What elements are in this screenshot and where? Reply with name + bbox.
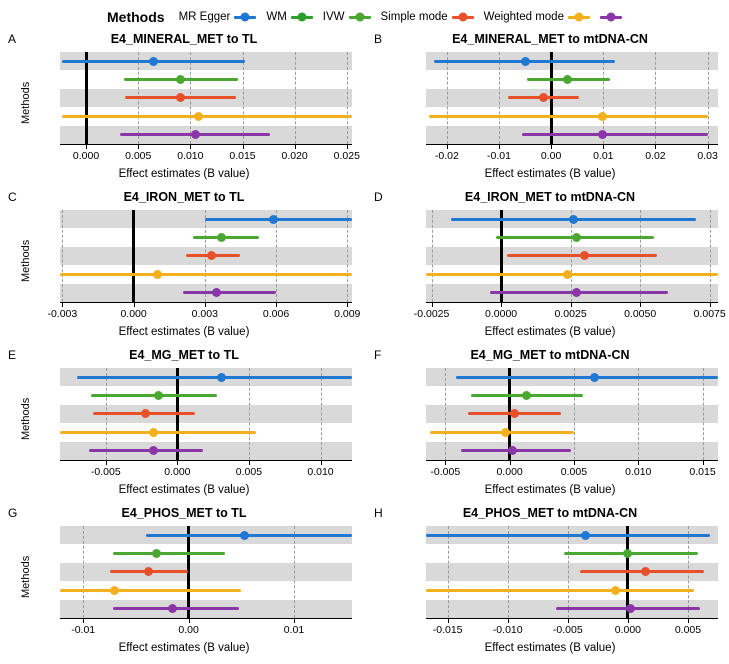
x-axis — [60, 144, 352, 145]
legend-label-simple-mode: Simple mode — [380, 11, 448, 23]
y-axis-label: Methods — [20, 397, 32, 440]
estimate-row — [60, 526, 352, 544]
panel-letter: B — [374, 32, 383, 46]
x-axis-tick — [688, 619, 689, 623]
x-axis-tick — [86, 145, 87, 149]
x-axis-tick-label: 0.0025 — [554, 308, 587, 320]
confidence-interval — [146, 534, 352, 537]
y-axis-label: Methods — [20, 81, 32, 124]
estimate-row — [60, 405, 352, 423]
x-axis-label: Effect estimates (B value) — [484, 484, 616, 496]
point-estimate — [510, 409, 519, 418]
x-axis-tick — [510, 461, 511, 465]
point-estimate — [641, 567, 650, 576]
x-axis-tick-label: 0.015 — [689, 466, 716, 478]
y-axis-label: Methods — [20, 555, 32, 598]
legend-swatch-simple-mode — [452, 16, 474, 19]
estimate-row — [60, 210, 352, 228]
estimate-row — [426, 581, 718, 599]
estimate-row — [426, 126, 718, 144]
x-axis-tick — [628, 619, 629, 623]
x-axis-tick-label: 0.005 — [125, 150, 152, 162]
x-axis-tick-label: 0.005 — [560, 466, 588, 478]
x-axis-tick — [276, 303, 277, 307]
confidence-interval — [205, 218, 352, 221]
estimate-row — [60, 70, 352, 88]
estimate-row — [60, 368, 352, 386]
estimate-row — [426, 284, 718, 302]
plot-area — [413, 210, 726, 320]
legend-label-ivw: IVW — [322, 11, 345, 23]
x-axis-tick — [568, 619, 569, 623]
point-estimate — [539, 93, 548, 102]
legend-label-weighted-mode: Weighted mode — [483, 11, 564, 23]
x-axis — [426, 302, 718, 303]
x-axis-tick — [134, 303, 135, 307]
legend-swatch-wm — [291, 16, 313, 19]
legend — [0, 4, 729, 30]
estimate-row — [426, 423, 718, 441]
x-axis-tick — [62, 303, 63, 307]
x-axis-tick-label: 0.0075 — [693, 308, 726, 320]
estimate-row — [60, 581, 352, 599]
point-estimate — [141, 409, 150, 418]
plot-area — [47, 210, 361, 320]
x-axis — [426, 460, 718, 461]
panel-letter: H — [374, 506, 383, 520]
point-estimate — [598, 112, 607, 121]
legend-item-weighted-mode — [484, 11, 590, 23]
x-axis-tick-label: 0.000 — [496, 466, 523, 478]
estimate-row — [426, 526, 718, 544]
point-estimate — [581, 531, 590, 540]
estimate-row — [426, 544, 718, 562]
point-estimate — [153, 270, 162, 279]
legend-title: Methods — [107, 9, 165, 25]
x-axis-tick-label: -0.005 — [552, 624, 583, 636]
point-estimate — [149, 446, 158, 455]
x-axis-tick-label: -0.005 — [430, 466, 461, 478]
estimate-row — [426, 442, 718, 460]
x-axis-tick-label: -0.010 — [492, 624, 523, 636]
x-axis-tick-label: 0.020 — [281, 150, 308, 162]
point-estimate — [212, 288, 221, 297]
x-axis-tick-label: 0.000 — [120, 308, 147, 320]
x-axis-tick — [106, 461, 107, 465]
x-axis-tick — [638, 461, 639, 465]
estimate-row — [426, 70, 718, 88]
point-estimate — [508, 446, 517, 455]
estimate-row — [426, 600, 718, 618]
x-axis-tick-label: -0.003 — [47, 308, 78, 320]
estimate-row — [426, 563, 718, 581]
x-axis-tick — [447, 145, 448, 149]
confidence-interval — [113, 552, 226, 555]
x-axis-tick-label: 0.03 — [697, 150, 718, 162]
point-estimate — [110, 586, 119, 595]
x-axis-tick-label: 0.010 — [307, 466, 334, 478]
panel-letter: G — [8, 506, 18, 520]
point-estimate — [144, 567, 153, 576]
panel-letter: D — [374, 190, 383, 204]
x-axis-tick-label: 0.02 — [645, 150, 666, 162]
x-axis-tick — [249, 461, 250, 465]
x-axis-tick-label: -0.01 — [71, 624, 96, 636]
confidence-interval — [183, 291, 276, 294]
x-axis-tick — [83, 619, 84, 623]
x-axis-label: Effect estimates (B value) — [484, 168, 616, 180]
point-estimate — [521, 57, 530, 66]
point-estimate — [149, 57, 158, 66]
point-estimate — [207, 251, 216, 260]
x-axis-tick — [138, 145, 139, 149]
panel-title: E4_MG_MET to TL — [129, 348, 239, 362]
legend-swatch-ivw — [349, 16, 371, 19]
confidence-interval — [60, 589, 241, 592]
x-axis-tick-label: 0.006 — [262, 308, 290, 320]
estimate-row — [60, 89, 352, 107]
confidence-interval — [456, 376, 718, 379]
panel-letter: A — [8, 32, 17, 46]
estimate-row — [426, 368, 718, 386]
x-axis-tick — [703, 461, 704, 465]
panel-title: E4_IRON_MET to TL — [123, 190, 245, 204]
x-axis-tick — [177, 461, 178, 465]
x-axis-tick-label: 0.0050 — [624, 308, 657, 320]
x-axis-tick-label: 0.010 — [177, 150, 204, 162]
legend-item-ivw — [323, 11, 371, 23]
legend-item-wm — [266, 11, 312, 23]
x-axis-tick — [347, 145, 348, 149]
x-axis-tick-label: 0.00 — [540, 150, 562, 162]
confidence-interval — [426, 589, 694, 592]
point-estimate — [563, 270, 572, 279]
panel-letter: F — [374, 348, 382, 362]
panel-title: E4_MINERAL_MET to TL — [110, 32, 258, 46]
x-axis-tick — [551, 145, 552, 149]
point-estimate — [572, 288, 581, 297]
panel-c — [8, 190, 360, 348]
legend-item-extra — [600, 16, 622, 19]
x-axis-tick-label: -0.01 — [487, 150, 511, 162]
estimate-row — [426, 405, 718, 423]
x-axis-tick — [321, 461, 322, 465]
x-axis-tick — [655, 145, 656, 149]
panel-title: E4_PHOS_MET to TL — [121, 506, 247, 520]
estimate-row — [60, 600, 352, 618]
x-axis-tick-label: 0.000 — [72, 150, 100, 162]
estimate-row — [60, 544, 352, 562]
estimate-row — [60, 52, 352, 70]
x-axis-tick-label: 0.01 — [593, 150, 614, 162]
x-axis-tick-label: 0.000 — [164, 466, 191, 478]
estimate-row — [60, 284, 352, 302]
x-axis-tick — [574, 461, 575, 465]
x-axis-tick — [189, 619, 190, 623]
estimate-row — [426, 89, 718, 107]
estimate-row — [60, 563, 352, 581]
x-axis-tick-label: 0.00 — [178, 624, 199, 636]
y-axis-label: Methods — [20, 239, 32, 282]
point-estimate — [176, 93, 185, 102]
plot-area — [426, 368, 718, 478]
x-axis-tick — [708, 145, 709, 149]
estimate-row — [426, 52, 718, 70]
legend-swatch-weighted-mode — [568, 16, 590, 19]
point-estimate — [572, 233, 581, 242]
panel-a — [8, 32, 360, 190]
plot-area — [60, 526, 352, 636]
point-estimate — [191, 130, 200, 139]
panel-letter: C — [8, 190, 17, 204]
point-estimate — [154, 391, 163, 400]
point-estimate — [269, 215, 278, 224]
estimate-row — [60, 107, 352, 125]
legend-swatch-mr-egger — [234, 16, 256, 19]
panel-title: E4_MG_MET to mtDNA-CN — [470, 348, 630, 362]
estimate-row — [426, 210, 718, 228]
plot-area — [60, 52, 360, 162]
panel-f — [374, 348, 726, 506]
point-estimate — [217, 233, 226, 242]
x-axis-tick — [710, 303, 711, 307]
point-estimate — [168, 604, 177, 613]
x-axis-tick-label: 0.005 — [235, 466, 263, 478]
confidence-interval — [522, 133, 707, 136]
point-estimate — [569, 215, 578, 224]
x-axis-tick-label: 0.000 — [614, 624, 642, 636]
x-axis-tick-label: 0.0000 — [485, 308, 518, 320]
x-axis-tick-label: -0.015 — [432, 624, 463, 636]
x-axis-tick — [295, 145, 296, 149]
x-axis-tick — [432, 303, 433, 307]
x-axis-tick — [501, 303, 502, 307]
confidence-interval — [193, 236, 259, 239]
x-axis — [426, 144, 718, 145]
legend-item-mr-egger — [179, 11, 257, 23]
x-axis-label: Effect estimates (B value) — [118, 326, 250, 338]
estimate-row — [60, 386, 352, 404]
x-axis-tick-label: 0.003 — [191, 308, 218, 320]
point-estimate — [240, 531, 249, 540]
point-estimate — [611, 586, 620, 595]
x-axis-label: Effect estimates (B value) — [118, 642, 250, 654]
x-axis-tick-label: 0.01 — [283, 624, 305, 636]
point-estimate — [598, 130, 607, 139]
x-axis-label: Effect estimates (B value) — [118, 168, 250, 180]
estimate-row — [426, 107, 718, 125]
estimate-row — [426, 386, 718, 404]
x-axis-tick-label: 0.005 — [674, 624, 702, 636]
estimate-row — [60, 423, 352, 441]
x-axis-tick-label: 0.009 — [334, 308, 361, 320]
x-axis-tick — [571, 303, 572, 307]
point-estimate — [580, 251, 589, 260]
x-axis-tick — [294, 619, 295, 623]
x-axis-tick — [243, 145, 244, 149]
plot-area — [60, 368, 352, 478]
panel-g — [8, 506, 360, 664]
point-estimate — [217, 373, 226, 382]
x-axis-label: Effect estimates (B value) — [484, 642, 616, 654]
panel-e — [8, 348, 360, 506]
x-axis-tick-label: 0.015 — [229, 150, 256, 162]
x-axis-tick-label: 0.010 — [625, 466, 652, 478]
point-estimate — [563, 75, 572, 84]
x-axis-label: Effect estimates (B value) — [118, 484, 250, 496]
x-axis-tick — [347, 303, 348, 307]
confidence-interval — [60, 431, 256, 434]
x-axis-tick — [445, 461, 446, 465]
point-estimate — [149, 428, 158, 437]
x-axis-tick — [640, 303, 641, 307]
legend-swatch-extra — [600, 16, 622, 19]
x-axis — [60, 302, 352, 303]
panel-title: E4_PHOS_MET to mtDNA-CN — [462, 506, 638, 520]
estimate-row — [60, 228, 352, 246]
legend-label-mr-egger: MR Egger — [178, 11, 231, 23]
confidence-interval — [77, 376, 352, 379]
panel-b — [374, 32, 726, 190]
x-axis-tick-label: -0.0025 — [413, 308, 450, 320]
estimate-row — [426, 265, 718, 283]
plot-area — [426, 52, 718, 162]
confidence-interval — [62, 115, 352, 118]
confidence-interval — [89, 449, 204, 452]
point-estimate — [626, 604, 635, 613]
estimate-row — [426, 247, 718, 265]
estimate-row — [60, 265, 352, 283]
x-axis — [60, 460, 352, 461]
panel-title: E4_IRON_MET to mtDNA-CN — [464, 190, 636, 204]
estimate-row — [60, 247, 352, 265]
point-estimate — [623, 549, 632, 558]
x-axis-tick — [603, 145, 604, 149]
confidence-interval — [429, 115, 708, 118]
panel-d — [374, 190, 726, 348]
x-axis-tick — [205, 303, 206, 307]
x-axis-tick — [448, 619, 449, 623]
x-axis-tick-label: 0.025 — [333, 150, 360, 162]
x-axis-tick-label: -0.02 — [434, 150, 459, 162]
confidence-interval — [426, 534, 710, 537]
confidence-interval — [60, 273, 352, 276]
panel-h — [374, 506, 726, 664]
estimate-row — [60, 442, 352, 460]
x-axis-label: Effect estimates (B value) — [484, 326, 616, 338]
point-estimate — [176, 75, 185, 84]
panel-letter: E — [8, 348, 17, 362]
x-axis-tick — [190, 145, 191, 149]
point-estimate — [501, 428, 510, 437]
legend-label-wm: WM — [266, 11, 287, 23]
point-estimate — [522, 391, 531, 400]
point-estimate — [152, 549, 161, 558]
point-estimate — [194, 112, 203, 121]
estimate-row — [60, 126, 352, 144]
point-estimate — [590, 373, 599, 382]
x-axis — [426, 618, 718, 619]
panel-title: E4_MINERAL_MET to mtDNA-CN — [452, 32, 648, 46]
estimate-row — [426, 228, 718, 246]
legend-item-simple-mode — [381, 11, 474, 23]
plot-area — [426, 526, 718, 636]
x-axis — [60, 618, 352, 619]
x-axis-tick — [508, 619, 509, 623]
x-axis-tick-label: -0.005 — [90, 466, 121, 478]
x-axis-tick — [499, 145, 500, 149]
